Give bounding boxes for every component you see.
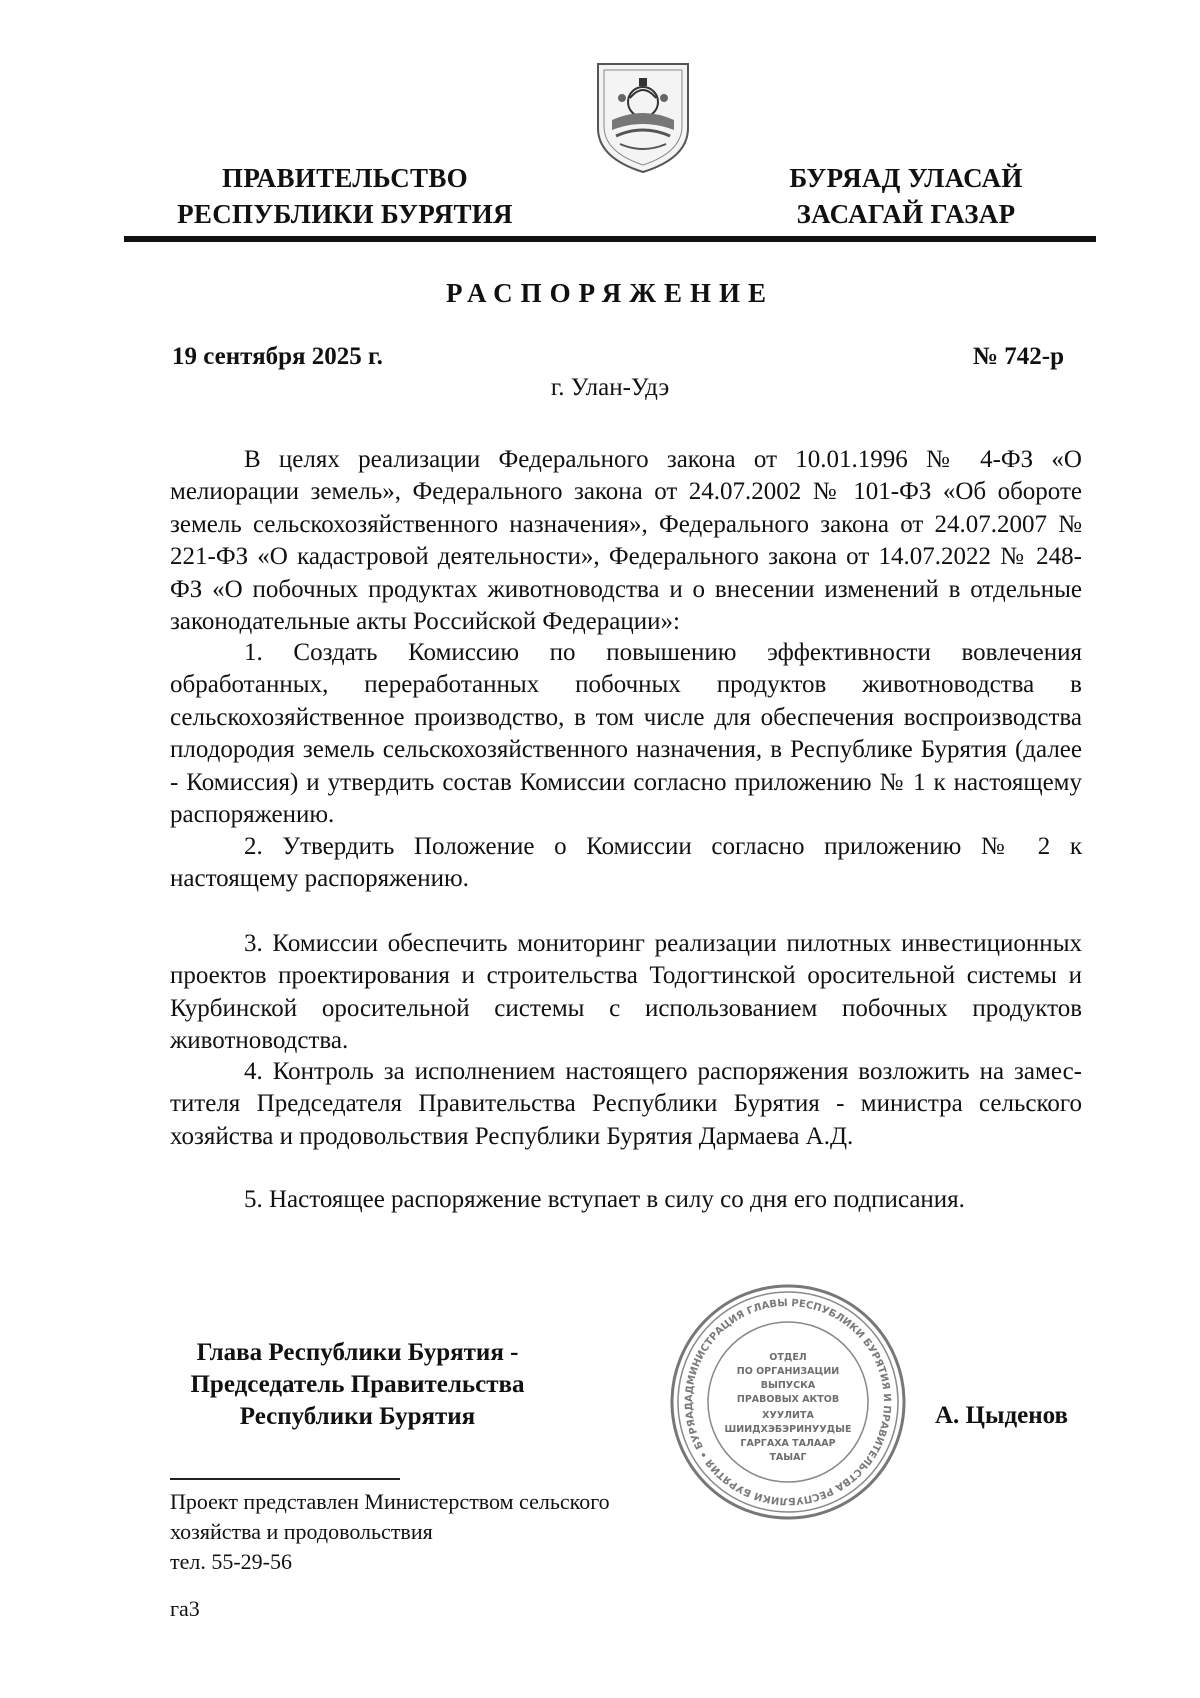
- header-left-line1: ПРАВИТЕЛЬСТВО: [222, 163, 468, 193]
- signatory-title-line2: Председатель Правительства: [190, 1371, 525, 1398]
- paragraph-item-2: 2. Утвердить Положение о Комиссии согласно приложению № 2 к настоящему распоряжению.: [170, 833, 1082, 893]
- footer-note: [170, 1487, 610, 1577]
- header-right: [752, 160, 1060, 232]
- signatory-title-line1: Глава Республики Бурятия -: [196, 1339, 519, 1366]
- header-left: [150, 160, 540, 232]
- stamp-ring-text: АДМИНИСТРАЦИЯ ГЛАВЫ РЕСПУБЛИКИ БУРЯТИЯ И ПРАВИТЕЛЬСТВА РЕСПУБЛИКИ БУРЯТИЯ • БУРЯАД: [683, 1297, 893, 1507]
- coat-of-arms-icon: [590, 58, 696, 176]
- stamp-line-3: ВЫПУСКА: [760, 1380, 816, 1391]
- footer-line1: Проект представлен Министерством сельского: [170, 1489, 610, 1514]
- item-1: [170, 637, 1082, 831]
- paragraph-item-1: 1. Создать Комиссию по повышению эффективности вовлечения обработанных, переработанных побочных продуктов животноводства в сельскохозяйственное производство, в том числе для обеспечения воспроизводства плодородия земель сельскохозяйственного назначения, в Республике Бурятия (далее - Комиссия) и утвердить состав Комиссии согласно приложению № 1 к настоящему распоряжению.: [170, 639, 1082, 829]
- stamp-line-6: ШИИДХЭБЭРИНУУДЫЕ: [724, 1424, 852, 1435]
- item-3: [170, 928, 1082, 1058]
- item-4: [170, 1056, 1082, 1153]
- document-title: РАСПОРЯЖЕНИЕ: [445, 278, 775, 308]
- header-left-line2: РЕСПУБЛИКИ БУРЯТИЯ: [177, 199, 513, 229]
- preamble: [170, 444, 1082, 638]
- stamp-line-1: ОТДЕЛ: [769, 1352, 807, 1363]
- paragraph-item-5: 5. Настоящее распоряжение вступает в силу со дня его подписания.: [244, 1186, 965, 1213]
- document-city: г. Улан-Удэ: [550, 374, 670, 401]
- footer-divider: [170, 1478, 400, 1480]
- paragraph-item-3: 3. Комиссии обеспечить мониторинг реализации пилотных инвестиционных проектов проектирования и строительства Тодогтинской оросительной системы и Курбинской оросительной системы с использованием побочных продуктов животноводства.: [170, 930, 1082, 1055]
- item-2: [170, 831, 1082, 896]
- signatory-title: [160, 1337, 555, 1433]
- header-right-line2: ЗАСАГАЙ ГАЗАР: [796, 199, 1016, 229]
- header-right-line1: БУРЯАД УЛАСАЙ: [789, 163, 1023, 193]
- paragraph-preamble: В целях реализации Федерального закона от 10.01.1996 № 4-ФЗ «О мелиорации земель», Федерального закона от 24.07.2002 № 101-ФЗ «Об обороте земель сельскохозяйственного назначения», Федерального закона от 24.07.2007 № 221-ФЗ «О кадастровой деятельности», Федерального закона от 14.07.2022 № 248-ФЗ «О побочных продуктах животноводства и о внесении изменений в отдельные законодательные акты Российской Федерации»:: [170, 446, 1082, 636]
- document-date: 19 сентября 2025 г.: [172, 343, 383, 370]
- signatory-title-line3: Республики Бурятия: [239, 1403, 476, 1430]
- document-number: № 742-р: [972, 343, 1064, 370]
- footer-line3: тел. 55-29-56: [170, 1549, 293, 1574]
- stamp-line-7: ГАРГАХА ТАЛААР: [740, 1438, 836, 1449]
- footer-line2: хозяйства и продовольствия: [170, 1519, 433, 1544]
- stamp-line-8: ТАЫАГ: [769, 1452, 807, 1463]
- stamp-line-4: ПРАВОВЫХ АКТОВ: [736, 1394, 840, 1405]
- header-divider: [124, 236, 1096, 242]
- paragraph-item-4: 4. Контроль за исполнением настоящего распоряжения возложить на замес-тителя Председателя Правительства Республики Бурятия - министра сельского хозяйства и продовольствия Республики Бурятия Дармаева А.Д.: [170, 1058, 1082, 1150]
- item-5: [170, 1184, 1082, 1216]
- official-stamp: [668, 1282, 908, 1522]
- signatory-name: А. Цыденов: [935, 1402, 1069, 1429]
- footer-code: га3: [170, 1596, 200, 1621]
- stamp-line-5: ХУУЛИТА: [762, 1410, 814, 1421]
- stamp-line-2: ПО ОРГАНИЗАЦИИ: [736, 1366, 840, 1377]
